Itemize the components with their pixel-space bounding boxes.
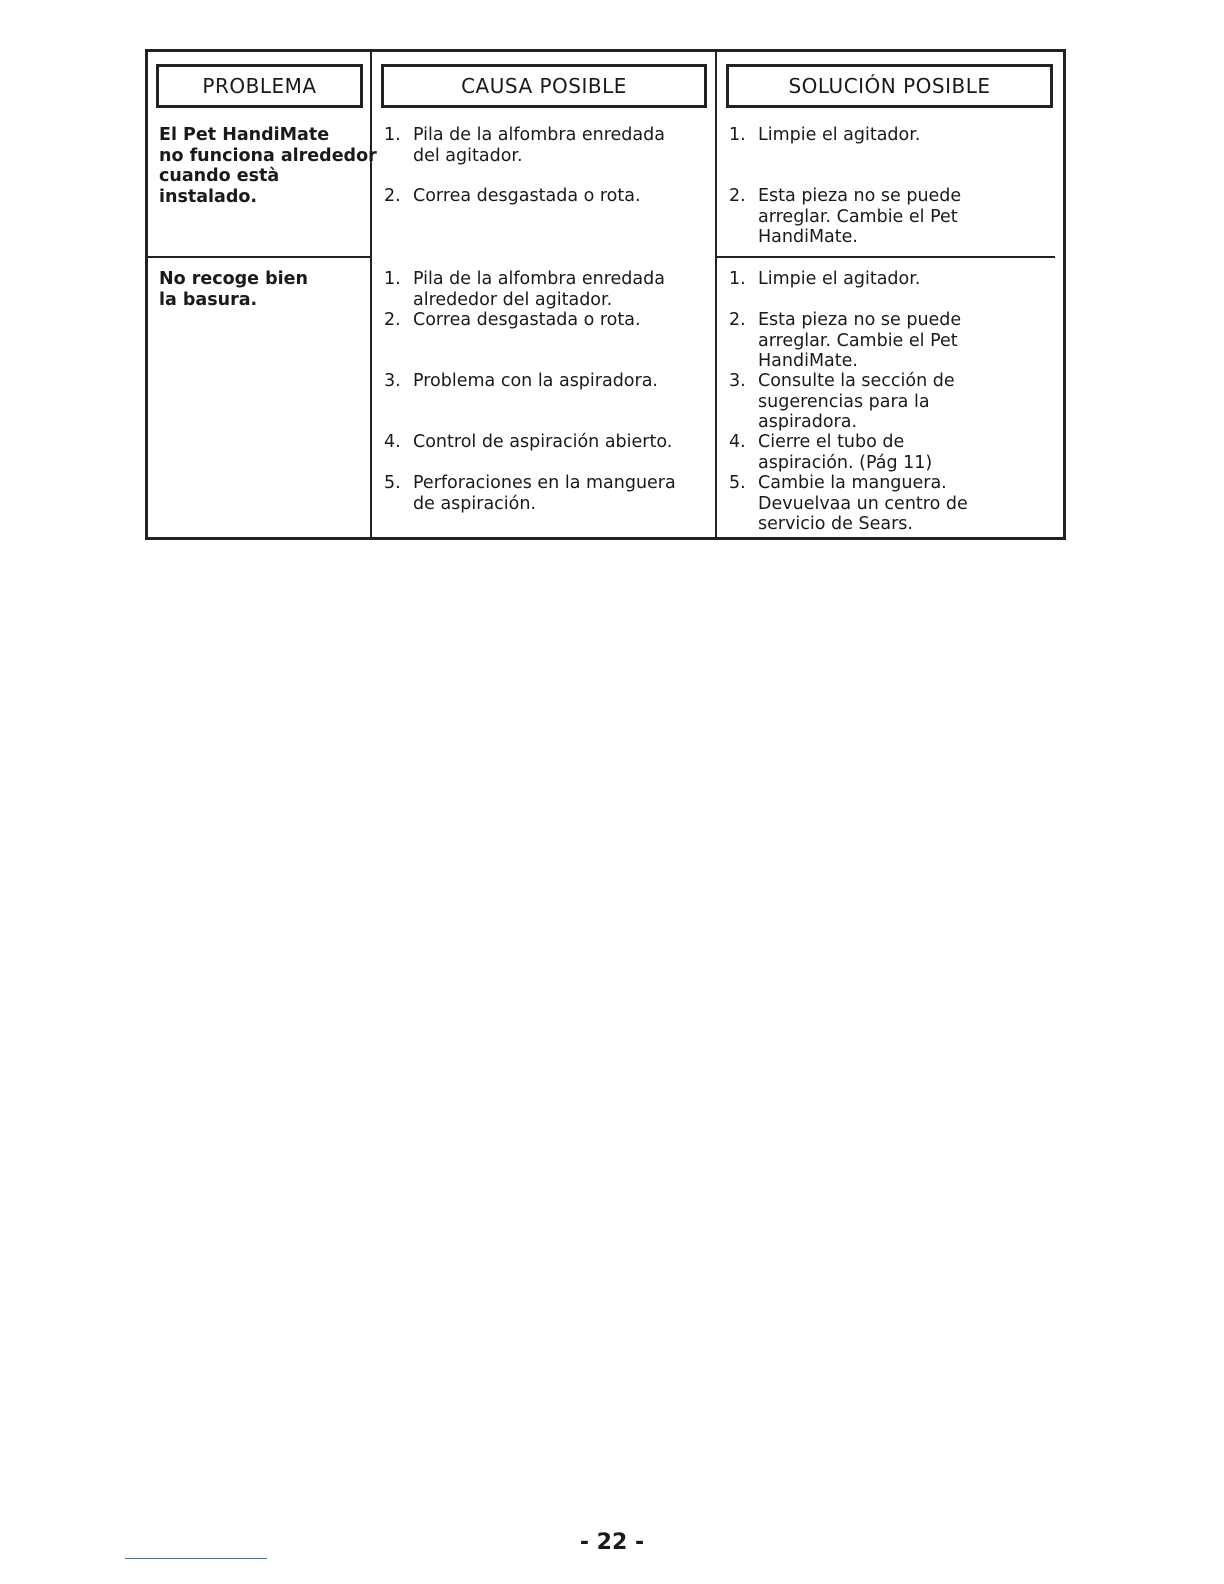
- troubleshooting-table: [145, 49, 1066, 540]
- list-item: 1. Limpie el agitador.: [729, 269, 921, 289]
- row-divider: [148, 256, 370, 258]
- list-item: 3. Consulte la sección de sugerencias para la aspiradora.: [729, 371, 955, 432]
- list-item: 4. Control de aspiración abierto.: [384, 432, 673, 452]
- list-item: 1. Pila de la alfombra enredada del agitador.: [384, 125, 665, 166]
- list-item: 2. Esta pieza no se puede arreglar. Cambie el Pet HandiMate.: [729, 310, 962, 371]
- list-item: 5. Cambie la manguera. Devuelvaa un centro de servicio de Sears.: [729, 473, 968, 534]
- list-item: 2. Esta pieza no se puede arreglar. Cambie el Pet HandiMate.: [729, 186, 962, 247]
- page-number: - 22 -: [579, 1530, 645, 1555]
- row-divider: [715, 256, 1055, 258]
- problem-text: El Pet HandiMate no funciona alrededor cuando està instalado.: [159, 125, 377, 207]
- column-divider: [715, 52, 717, 537]
- list-item: 2. Correa desgastada o rota.: [384, 310, 641, 330]
- list-item: 5. Perforaciones en la manguera de aspiración.: [384, 473, 676, 514]
- list-item: 1. Pila de la alfombra enredada alrededor del agitador.: [384, 269, 665, 310]
- header-cause: CAUSA POSIBLE: [381, 64, 707, 108]
- problem-text: No recoge bien la basura.: [159, 269, 308, 310]
- footer-rule: [125, 1558, 267, 1559]
- list-item: 3. Problema con la aspiradora.: [384, 371, 658, 391]
- header-problem: PROBLEMA: [156, 64, 363, 108]
- header-solution: SOLUCIÓN POSIBLE: [726, 64, 1053, 108]
- list-item: 1. Limpie el agitador.: [729, 125, 921, 145]
- list-item: 2. Correa desgastada o rota.: [384, 186, 641, 206]
- list-item: 4. Cierre el tubo de aspiración. (Pág 11): [729, 432, 933, 473]
